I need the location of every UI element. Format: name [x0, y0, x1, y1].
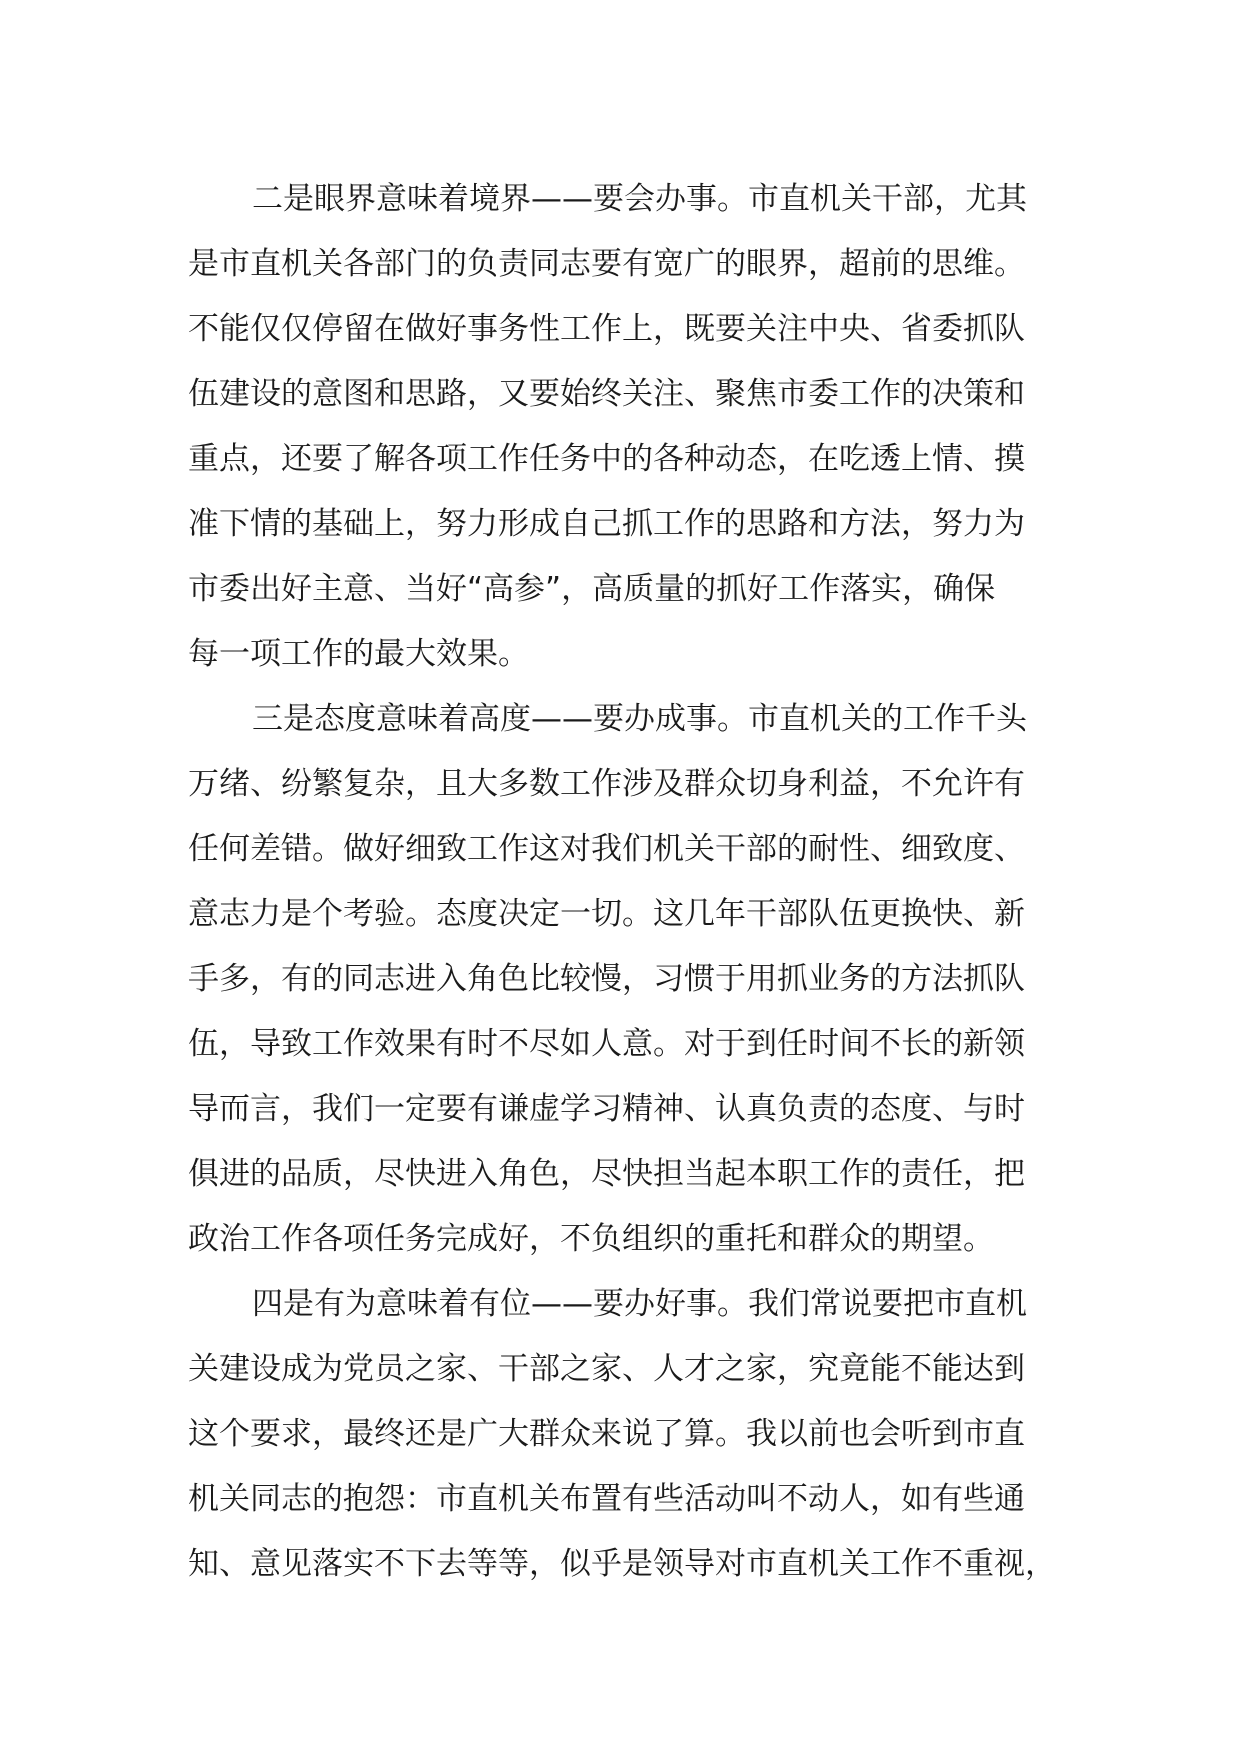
text-line: 不能仅仅停留在做好事务性工作上，既要关注中央、省委抓队	[188, 311, 1025, 347]
text-line: 手多，有的同志进入角色比较慢，习惯于用抓业务的方法抓队	[188, 961, 1025, 997]
text-line: 机关同志的抱怨：市直机关布置有些活动叫不动人，如有些通	[188, 1481, 1025, 1517]
text-line: 意志力是个考验。态度决定一切。这几年干部队伍更换快、新	[188, 896, 1025, 932]
text-line: 四是有为意味着有位——要办好事。我们常说要把市直机	[252, 1286, 1027, 1322]
text-line: 万绪、纷繁复杂，且大多数工作涉及群众切身利益，不允许有	[188, 766, 1025, 802]
paragraph-attitude	[188, 687, 1068, 1272]
text-line: 市委出好主意、当好“高参”，高质量的抓好工作落实，确保	[188, 571, 996, 607]
text-line: 每一项工作的最大效果。	[188, 636, 529, 672]
document-body	[188, 167, 1068, 1597]
paragraph-action	[188, 1272, 1068, 1597]
text-line: 任何差错。做好细致工作这对我们机关干部的耐性、细致度、	[188, 831, 1025, 867]
text-line: 准下情的基础上，努力形成自己抓工作的思路和方法，努力为	[188, 506, 1025, 542]
text-line: 三是态度意味着高度——要办成事。市直机关的工作千头	[252, 701, 1027, 737]
text-line: 伍，导致工作效果有时不尽如人意。对于到任时间不长的新领	[188, 1026, 1025, 1062]
text-line: 政治工作各项任务完成好，不负组织的重托和群众的期望。	[188, 1221, 994, 1257]
text-line: 重点，还要了解各项工作任务中的各种动态，在吃透上情、摸	[188, 441, 1025, 477]
paragraph-vision	[188, 167, 1068, 687]
text-line: 伍建设的意图和思路，又要始终关注、聚焦市委工作的决策和	[188, 376, 1025, 412]
text-line: 关建设成为党员之家、干部之家、人才之家，究竟能不能达到	[188, 1351, 1025, 1387]
text-line: 二是眼界意味着境界——要会办事。市直机关干部，尤其	[252, 181, 1027, 217]
text-line: 这个要求，最终还是广大群众来说了算。我以前也会听到市直	[188, 1416, 1025, 1452]
text-line: 导而言，我们一定要有谦虚学习精神、认真负责的态度、与时	[188, 1091, 1025, 1127]
text-line: 是市直机关各部门的负责同志要有宽广的眼界，超前的思维。	[188, 246, 1025, 282]
text-line: 知、意见落实不下去等等，似乎是领导对市直机关工作不重视，	[188, 1546, 1056, 1582]
text-line: 俱进的品质，尽快进入角色，尽快担当起本职工作的责任，把	[188, 1156, 1025, 1192]
